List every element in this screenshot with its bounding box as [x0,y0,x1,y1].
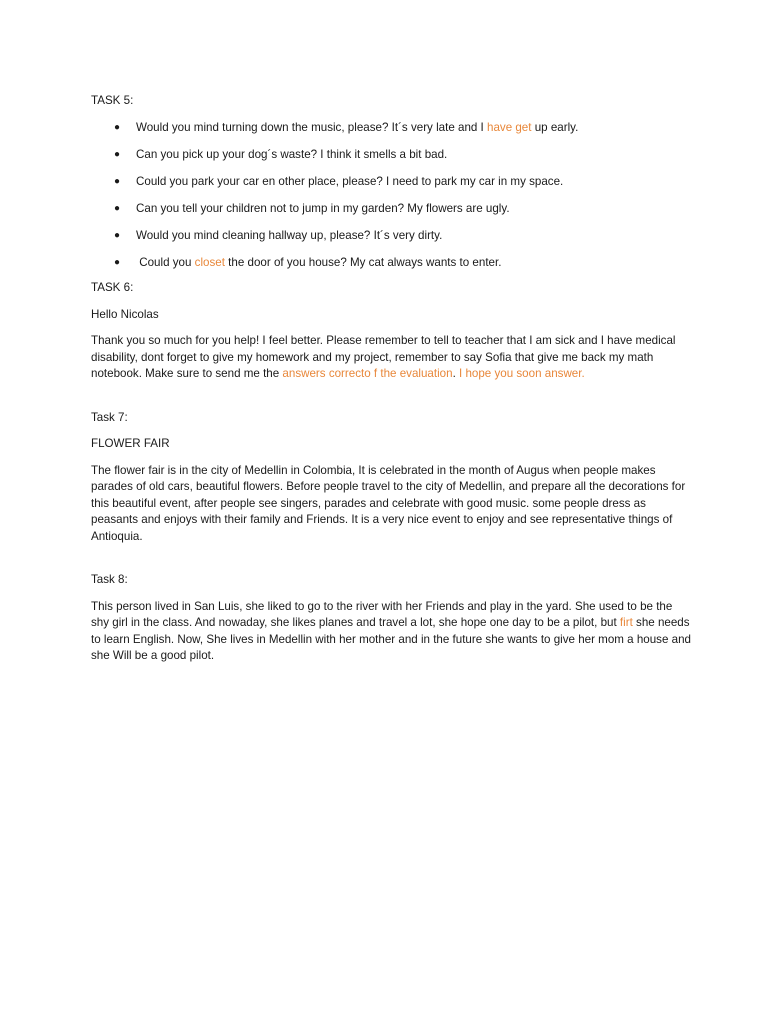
task7-heading: Task 7: [91,410,128,424]
letter-text-middle: . [452,367,460,380]
task5-item [91,228,691,245]
letter-text: Thank you so much for you help! I feel better. Please remember to tell to teacher that I am sick and I have medical disability, dont forget to give my homework and my project, remember to say Sofia that give me back my math notebook. Make sure to send me the [91,334,676,380]
task8-text-end: she needs to learn English. Now, She lives in Medellin with her mother and in the future she wants to give her mom a house and she Will be a good pilot. [91,616,691,662]
task5-item-text: Could you [136,255,195,269]
task5-heading: TASK 5: [91,94,134,107]
task5-item-text: Can you tell your children not to jump in my garden? My flowers are ugly. [136,201,510,215]
task5-item-text-end: the door of you house? My cat always wants to enter. [224,255,502,269]
task8-heading: Task 8: [91,573,128,586]
task5-item-text-end: up early. [531,120,579,134]
task8-paragraph [91,599,691,665]
bullet-icon: ● [114,121,121,133]
task5-item-text: Would you mind cleaning hallway up, please? It´s very dirty. [136,228,443,242]
task5-item-highlight: closet [194,255,225,269]
task5-item-highlight: have get [487,120,532,134]
task5-item-text: Would you mind turning down the music, please? It´s very late and I [136,120,487,134]
letter-greeting: Hello Nicolas [91,307,159,321]
bullet-icon: ● [114,202,121,214]
letter-highlight: answers correcto f the evaluation [282,367,453,380]
document-body [91,93,691,665]
task7-title: FLOWER FAIR [91,437,170,450]
bullet-icon: ● [114,148,121,160]
bullet-icon: ● [114,175,121,187]
task5-item [91,174,691,191]
task5-item [91,147,691,164]
task5-item-text: Can you pick up your dog´s waste? I think it smells a bit bad. [136,147,448,161]
task6-heading: TASK 6: [91,281,134,294]
task5-item-text: Could you park your car en other place, please? I need to park my car in my space. [136,174,564,188]
task5-item [91,120,691,137]
task5-item [91,201,691,218]
task8-highlight: firt [619,616,633,629]
bullet-icon: ● [114,256,121,268]
task5-item [91,255,691,272]
letter-body [91,333,691,383]
bullet-icon: ● [114,229,121,241]
task8-text: This person lived in San Luis, she liked to go to the river with her Friends and play in the yard. She used to be the shy girl in the class. And nowaday, she likes planes and travel a lot, she hope one day to be a pilot, but [91,599,673,629]
letter-highlight-closing: I hope you soon answer. [459,367,585,380]
task5-list [91,120,691,272]
task7-paragraph: The flower fair is in the city of Medellin in Colombia, It is celebrated in the month of Augus when people makes parades of old cars, beautiful flowers. Before people travel to the city of Medellin, and prepare all the decorations for this beautiful event, after people see singers, parades and celebrate with good music. some people dress as peasants and enjoys with their family and Friends. It is a very nice event to enjoy and see representative things of Antioquia. [91,463,686,543]
